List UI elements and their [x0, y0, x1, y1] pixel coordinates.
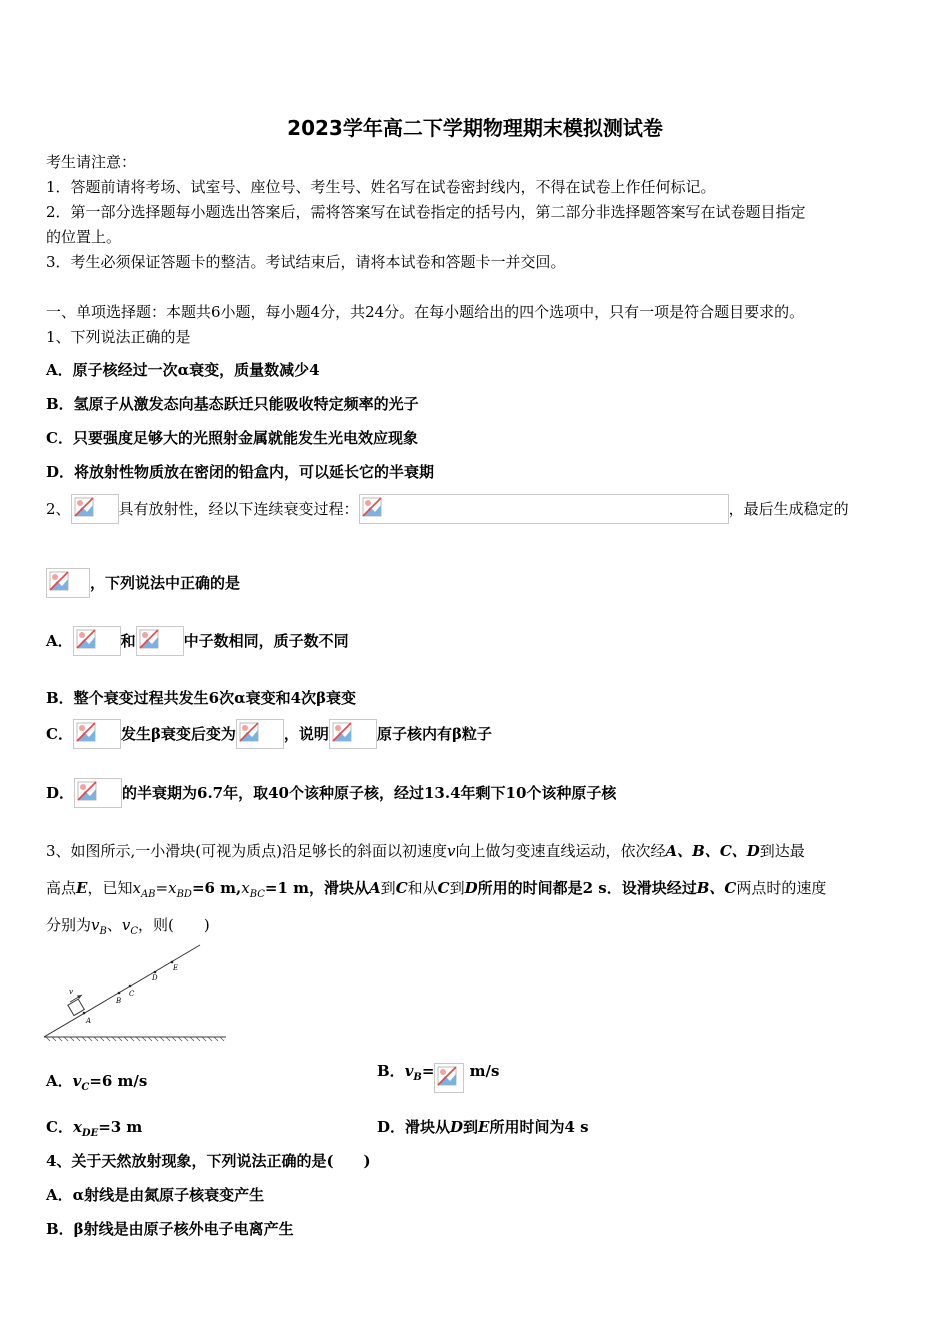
q3-option-c [46, 1117, 142, 1144]
q2-stem-line2 [46, 568, 240, 598]
q2-stem-text3: ，下列说法中正确的是 [90, 574, 241, 592]
q3-var-x: x [168, 879, 177, 897]
q3-var-v: v [91, 916, 100, 934]
ground-hatch [46, 1037, 224, 1041]
q3-text: 到达最 [759, 842, 805, 860]
label-a: A [86, 1017, 92, 1025]
q3-text: ，已知 [87, 879, 133, 897]
missing-image-icon [74, 778, 122, 808]
q2-option-d [46, 778, 616, 808]
q2-stem-text2: ，最后生成稳定的 [728, 500, 849, 518]
label-v: v [69, 988, 73, 996]
missing-image-icon [73, 719, 121, 749]
q2-option-b: B．整个衰变过程共发生6次α衰变和4次β衰变 [46, 689, 357, 707]
q3-point: C [395, 879, 408, 897]
option-label: A． [46, 632, 73, 650]
q3-var-x: x [241, 879, 250, 897]
option-label: D． [46, 784, 75, 802]
q3-point: D [450, 1118, 464, 1136]
q3-text: 向上做匀变速直线运动，依次经 [455, 842, 666, 860]
q1-option-d: D．将放射性物质放在密闭的铅盒内，可以延长它的半衰期 [46, 463, 435, 481]
notice-item-3: 3．考生必须保证答题卡的整洁。考试结束后，请将本试卷和答题卡一并交回。 [46, 253, 566, 271]
q3-option-a [46, 1071, 147, 1098]
q3-text: 高点 [46, 879, 77, 897]
label-e: E [173, 964, 179, 972]
q3-var-x: x [72, 1118, 82, 1136]
missing-image-icon [236, 719, 284, 749]
q3-sub: BC [249, 889, 265, 900]
q3-text: 到 [380, 879, 396, 897]
q4-option-b: B．β射线是由原子核外电子电离产生 [46, 1220, 294, 1238]
q3-point: C [437, 879, 450, 897]
option-label: C． [46, 725, 73, 743]
missing-image-icon [329, 719, 377, 749]
q2-stem-text1: 具有放射性，经以下连续衰变过程： [118, 500, 359, 518]
point-e-dot [171, 961, 174, 964]
q3-var-v: v [404, 1062, 414, 1080]
q2-d-text: 的半衰期为6.7年，取40个该种原子核，经过13.4年剩下10个该种原子核 [122, 784, 617, 802]
q3-point-e: E [76, 879, 88, 897]
q3-points: B、C [696, 879, 737, 897]
q1-option-a: A．原子核经过一次α衰变，质量数减少4 [46, 361, 320, 379]
missing-image-icon [359, 494, 729, 524]
notice-item-2-cont: 的位置上。 [46, 228, 122, 246]
q3-text: 分别为 [46, 916, 92, 934]
q3-sub: BD [176, 889, 192, 900]
label-b: B [116, 997, 122, 1005]
q3-var-x: x [132, 879, 141, 897]
missing-image-icon [73, 626, 121, 656]
q1-option-c: C．只要强度足够大的光照射金属就能发生光电效应现象 [46, 429, 418, 447]
q3-sub: B [99, 926, 107, 937]
q3-text: =6 m, [191, 879, 242, 897]
q3-point: A [369, 879, 381, 897]
q3-text: = [155, 879, 169, 897]
q3-var-v: v [447, 842, 456, 860]
point-c-dot [129, 985, 132, 988]
missing-image-icon [71, 494, 119, 524]
label-c: C [129, 990, 135, 998]
q4-option-a: A．α射线是由氮原子核衰变产生 [46, 1186, 265, 1204]
notice-heading: 考生请注意： [46, 153, 137, 171]
q3-point: D [464, 879, 478, 897]
point-a-dot [83, 1012, 86, 1015]
point-d-dot [154, 971, 157, 974]
q3-b-eq: = [421, 1062, 435, 1080]
q3-text: 所用的时间都是2 s．设滑块经过 [477, 879, 697, 897]
q3-points: A、B、C、D [665, 842, 760, 860]
q3-text: 两点时的速度 [736, 879, 827, 897]
q2-option-c [46, 719, 492, 749]
q1-option-b: B．氢原子从激发态向基态跃迁只能吸收特定频率的光子 [46, 395, 419, 413]
q3-d-text: D．滑块从 [377, 1118, 451, 1136]
q3-var-v: v [72, 1072, 82, 1090]
page-title: 2023学年高二下学期物理期末模拟测试卷 [287, 116, 663, 140]
q3-text: 3、如图所示,一小滑块(可视为质点)沿足够长的斜面以初速度 [46, 842, 448, 860]
q2-a-and: 和 [120, 632, 136, 650]
q3-text: 和从 [407, 879, 438, 897]
notice-item-2: 2．第一部分选择题每小题选出答案后，需将答案写在试卷指定的括号内，第二部分非选择题答案写在试卷题目指定 [46, 203, 806, 221]
q3-d-text: 到 [463, 1118, 479, 1136]
missing-image-icon [136, 626, 184, 656]
q2-number: 2、 [46, 500, 71, 518]
q3-text: ，则( ) [138, 916, 210, 934]
q2-c-text3: 原子核内有β粒子 [376, 725, 492, 743]
q4-stem: 4、关于天然放射现象，下列说法正确的是( ) [46, 1152, 371, 1170]
q3-stem-line1 [46, 841, 805, 861]
q3-sub: AB [140, 889, 156, 900]
q3-point: E [478, 1118, 490, 1136]
q3-c-text: =3 m [98, 1118, 143, 1136]
q3-stem-line3 [46, 915, 210, 942]
incline-line [44, 945, 200, 1037]
q2-a-text: 中子数相同，质子数不同 [183, 632, 349, 650]
q3-sub: B [413, 1072, 422, 1083]
q3-a-text: =6 m/s [89, 1072, 148, 1090]
notice-item-1: 1．答题前请将考场、试室号、座位号、考生号、姓名写在试卷密封线内，不得在试卷上作任何标记。 [46, 178, 716, 196]
q2-c-text1: 发生β衰变后变为 [120, 725, 236, 743]
q3-text: 到 [449, 879, 465, 897]
q3-option-d [377, 1117, 589, 1137]
q3-var-v: v [121, 916, 131, 934]
q3-sub: C [81, 1082, 90, 1093]
q3-text: 、 [106, 916, 122, 934]
q2-stem-line1 [46, 494, 849, 524]
missing-image-icon [434, 1063, 464, 1093]
option-label: C． [46, 1118, 73, 1136]
q3-stem-line2 [46, 878, 826, 905]
q2-c-text2: ，说明 [283, 725, 329, 743]
incline-figure [44, 942, 228, 1042]
q3-d-text: 所用时间为4 s [489, 1118, 589, 1136]
q2-option-a [46, 626, 349, 656]
q3-option-b [377, 1056, 499, 1093]
missing-image-icon [46, 568, 90, 598]
section-heading: 一、单项选择题：本题共6小题，每小题4分，共24分。在每小题给出的四个选项中，只有一项是符合题目要求的。 [46, 303, 805, 321]
q3-b-unit: m/s [464, 1062, 500, 1080]
q3-text: =1 m，滑块从 [264, 879, 370, 897]
label-d: D [152, 974, 158, 982]
option-label: B． [377, 1062, 405, 1080]
q3-sub: DE [81, 1128, 99, 1139]
option-label: A． [46, 1072, 73, 1090]
point-b-dot [118, 992, 121, 995]
q3-sub: C [130, 926, 139, 937]
q1-stem: 1、下列说法正确的是 [46, 328, 191, 346]
